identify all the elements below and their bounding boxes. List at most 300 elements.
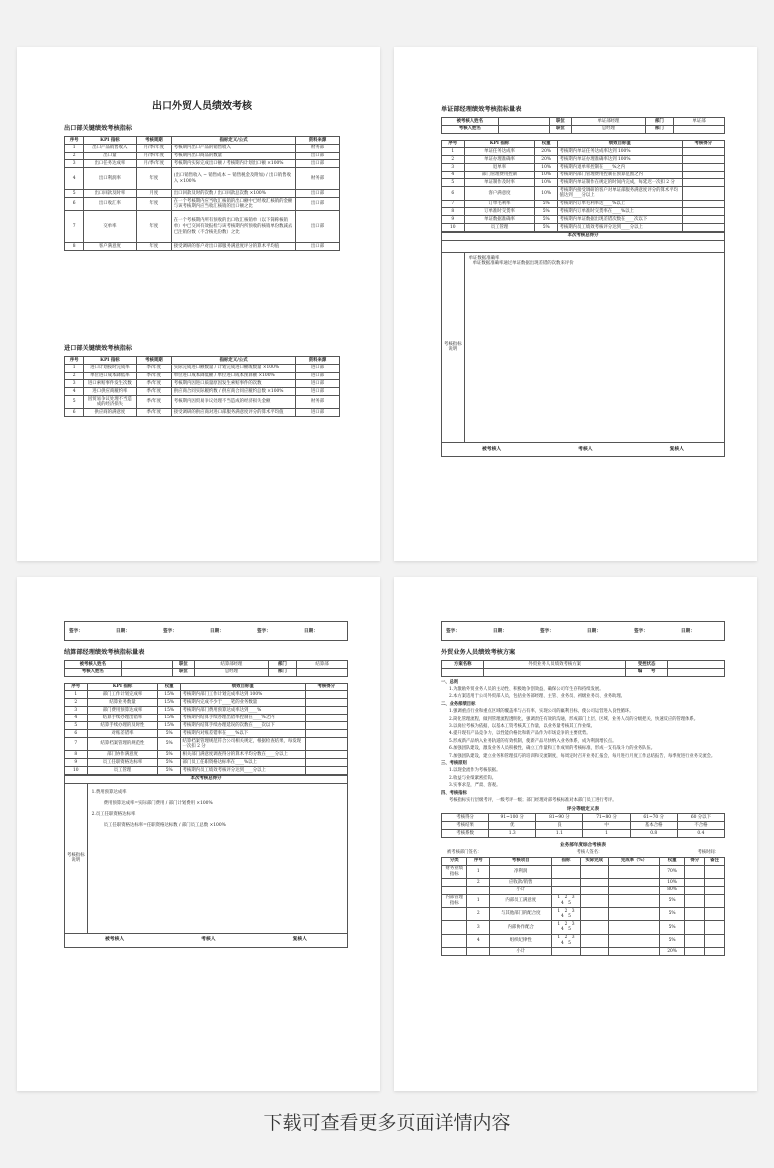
- column-header: 绩效目标值: [181, 683, 306, 691]
- table-row: [442, 223, 725, 231]
- table-cell: 5: [442, 179, 465, 187]
- table-row: [442, 814, 725, 822]
- table-cell: 进口部: [296, 380, 340, 388]
- table-cell: 2: [467, 878, 490, 886]
- table-cell: 8: [442, 208, 465, 216]
- table-cell: [608, 921, 659, 934]
- table-cell: 0.4: [677, 830, 724, 838]
- column-header: 分类: [442, 857, 467, 865]
- info-cell: [121, 668, 172, 676]
- table-cell: 退单率: [464, 163, 535, 171]
- note-formula: 员工任职资格达标率=任职资格达标数 / 部门员工总数 ×100%: [103, 822, 226, 828]
- table-row: [65, 691, 348, 699]
- table-row: [65, 144, 340, 152]
- table-cell: [682, 216, 724, 224]
- table-cell: [685, 894, 705, 907]
- note-line: 单证数据准确率通过单证数据出现差错的次数来评价: [472, 261, 574, 267]
- table-cell: 91~100 分: [489, 814, 536, 822]
- date-label: 日期：: [210, 629, 224, 634]
- table-cell: 在一个考核期内所有预收的出口收汇核销单（以下简称核销单）中已交回有效报检与该考核期内所预收的核销单份数减去已注销份数（不含核先份数）之比: [172, 211, 296, 243]
- table-cell: 考核期内实际完成出口额 / 考核期内计划出口额 ×100%: [172, 160, 296, 168]
- table-cell: 进口部: [296, 364, 340, 372]
- table-row: [65, 380, 340, 388]
- column-header: 备注: [705, 857, 725, 865]
- table-cell: [682, 200, 724, 208]
- table-row: [65, 730, 348, 738]
- table-row: [65, 372, 340, 380]
- info-cell: [121, 661, 172, 669]
- table-cell: 财务业绩指标: [442, 865, 467, 878]
- column-header: 指标定义/公式: [172, 357, 296, 365]
- date-label: 日期：: [116, 629, 130, 634]
- page-title: 结算部经理绩效考核指标量表: [64, 649, 145, 656]
- table-cell: 61~70 分: [630, 814, 677, 822]
- document-page-3: [17, 577, 380, 1091]
- table-row: [442, 894, 725, 907]
- sign-label: 签字：: [69, 629, 83, 634]
- table-cell: [685, 907, 705, 920]
- table-cell: 进口供应商履约率: [84, 388, 136, 396]
- info-table: [441, 117, 725, 134]
- meta-label: 考核时间：: [697, 849, 719, 855]
- table-cell: 部门管理费用控制: [464, 171, 535, 179]
- table-cell: 5%: [158, 751, 181, 759]
- table-cell: 70%: [659, 865, 684, 878]
- table-cell: 8: [65, 243, 84, 251]
- table-cell: 出口部: [296, 211, 340, 243]
- table-cell: 组织纪律性: [490, 934, 552, 947]
- paragraph: 6.加强团队建设，激发业务人员积极性，确立工作量和工作成果的考核标准，形成一支有战斗力的业务队伍。: [449, 746, 656, 752]
- table-cell: 内部协作配合: [490, 921, 552, 934]
- table-cell: 60 分以下: [677, 814, 724, 822]
- kpi-table: [441, 140, 725, 232]
- signature-label: 被考核人: [481, 445, 502, 452]
- table-row: [65, 409, 340, 417]
- plan-text: [441, 679, 725, 805]
- table-cell: 单证任务达成率: [464, 148, 535, 156]
- table-cell: 出口回款及时的次数 / 出口回款总次数 ×100%: [172, 190, 296, 198]
- table-cell: 结算档案管理的规范性: [87, 738, 158, 751]
- table-cell: 5: [65, 395, 84, 408]
- table-cell: 考核期内结算手续办理延误的次数在____次以下: [181, 722, 306, 730]
- table-cell: 10%: [535, 179, 558, 187]
- table-cell: 考核期内部门工作计划完成率达到 100%: [181, 691, 306, 699]
- table-cell: 4: [65, 388, 84, 396]
- column-header: 完成率（%）: [608, 857, 659, 865]
- date-label: 日期：: [681, 629, 695, 634]
- table-row: [65, 706, 348, 714]
- info-cell: 职位: [172, 661, 195, 669]
- table-cell: 考核期内因进口质量原因发生索赔事件的次数: [172, 380, 296, 388]
- table-cell: (出口销售收入 − 销售成本 − 销售税金及附加) / 出口销售收入 ×100%: [172, 168, 296, 190]
- table-cell: [682, 156, 724, 164]
- table-row: [442, 822, 725, 830]
- column-header: 绩效目标值: [558, 140, 683, 148]
- section-heading: 三、考核原则: [441, 761, 467, 767]
- column-header: 资料来源: [296, 137, 340, 145]
- info-table: [64, 660, 348, 677]
- table-cell: 1.1: [536, 830, 583, 838]
- table-cell: [442, 907, 467, 920]
- info-cell: [297, 668, 348, 676]
- column-header: KPI 指标: [464, 140, 535, 148]
- document-page-4: [394, 577, 757, 1091]
- table-cell: 出口部: [296, 160, 340, 168]
- table-cell: 6: [65, 197, 84, 210]
- table-cell: 1: [65, 144, 84, 152]
- table-cell: 考核期内对账差错率在____%以下: [181, 730, 306, 738]
- info-cell: 外贸业务人员绩效考核方案: [484, 661, 626, 669]
- table-row: [442, 878, 725, 886]
- table-cell: 20%: [535, 156, 558, 164]
- table-cell: 小计: [490, 948, 552, 956]
- table-cell: 单证办理准确率: [464, 156, 535, 164]
- table-cell: 接受调研的供应商对进口部服务满意度评分的算术平均值: [172, 409, 296, 417]
- table-cell: 出口产品销售收入: [84, 144, 136, 152]
- table-cell: [608, 878, 659, 886]
- table-cell: [682, 163, 724, 171]
- sign-label: 签字：: [540, 629, 554, 634]
- signature-label: 被考核人: [104, 936, 125, 943]
- info-cell: 部门: [645, 118, 673, 126]
- table-cell: 10: [442, 223, 465, 231]
- table-cell: 因贸易争议处理不当造成的经济损失: [84, 395, 136, 408]
- table-cell: 5%: [158, 730, 181, 738]
- table-cell: 在一个考核期内应当收汇核销的出口额中已经收汇核销的金额与该考核期内应当收汇核销的出口额之比: [172, 197, 296, 210]
- column-header: KPI 指标: [84, 357, 136, 365]
- table-cell: 考核结果: [442, 822, 489, 830]
- table-cell: [685, 865, 705, 878]
- table-cell: 出口收汇率: [84, 197, 136, 210]
- column-header: 序号: [467, 857, 490, 865]
- table-cell: [305, 766, 347, 774]
- table-row: [442, 907, 725, 920]
- column-header: 资料来源: [296, 357, 340, 365]
- grade-table: [441, 813, 725, 837]
- table-cell: 2: [467, 907, 490, 920]
- table-cell: 部门工作计划完成率: [87, 691, 158, 699]
- meta-label: 被考核部门签名：: [447, 849, 482, 855]
- column-header: 考核项目: [490, 857, 552, 865]
- column-header: 权重: [158, 683, 181, 691]
- table-cell: 良: [536, 822, 583, 830]
- table-cell: 15%: [158, 691, 181, 699]
- table-cell: 7: [442, 200, 465, 208]
- table-row: [442, 886, 725, 894]
- note-line: 1.费用预算达成率: [91, 789, 127, 795]
- table-cell: 7: [65, 738, 88, 751]
- table-cell: [305, 706, 347, 714]
- column-header: 权重: [535, 140, 558, 148]
- table-cell: 8: [65, 751, 88, 759]
- table-cell: 6: [65, 730, 88, 738]
- info-cell: [668, 668, 725, 676]
- table-cell: 结算手续办理出错率: [87, 714, 158, 722]
- table-row: [442, 163, 725, 171]
- table-cell: 3: [442, 163, 465, 171]
- table-cell: [685, 886, 705, 894]
- table-row: [442, 171, 725, 179]
- table-cell: [305, 714, 347, 722]
- table-cell: 结算档案管理规范符合公司相关规定，根据检查结果，每发现一次扣 2 分: [181, 738, 306, 751]
- table-cell: 员工管理: [464, 223, 535, 231]
- table-cell: 考核系数: [442, 830, 489, 838]
- info-cell: 单证部: [674, 118, 725, 126]
- note-line: 单证数据准确率: [468, 255, 500, 261]
- total-score-label: 本次考核总得分: [442, 232, 725, 240]
- table-cell: [705, 894, 725, 907]
- info-cell: 考核人姓名: [442, 125, 499, 133]
- table-cell: [705, 948, 725, 956]
- table-cell: 出口回款及时率: [84, 190, 136, 198]
- sign-label: 签字：: [634, 629, 648, 634]
- table-cell: [442, 886, 467, 894]
- table-cell: 出口量: [84, 152, 136, 160]
- table-cell: 实际完成进口额数量 / 计划完成进口额或数量 ×100%: [172, 364, 296, 372]
- paragraph: 1.以现金流作为考核依据。: [449, 768, 501, 774]
- table-cell: 进口索赔事件发生次数: [84, 380, 136, 388]
- table-cell: 内部员工满意度: [490, 894, 552, 907]
- info-cell: 被考核人姓名: [65, 661, 122, 669]
- table-cell: 考核期内部门管理费用控制在预算范围之内: [558, 171, 683, 179]
- table-cell: 进口部: [296, 372, 340, 380]
- export-kpi-table: [64, 136, 340, 251]
- section-heading: 四、考核指标: [441, 790, 467, 796]
- table-cell: 1 2 3 4 5: [552, 921, 580, 934]
- table-cell: 考核期内订单毛利率达____%以上: [558, 200, 683, 208]
- table-row: [65, 168, 340, 190]
- paragraph: 3.以岗位考核为依据，以基本工资考核其工作量，以业务量考核其工作业绩。: [449, 724, 595, 729]
- table-cell: 5: [65, 190, 84, 198]
- table-cell: 5%: [535, 223, 558, 231]
- table-cell: 1: [65, 364, 84, 372]
- download-more-banner[interactable]: 下载可查看更多页面详情内容: [263, 1112, 511, 1134]
- table-cell: 6: [65, 409, 84, 417]
- table-cell: [552, 865, 580, 878]
- table-cell: 应收款/销售: [490, 878, 552, 886]
- info-cell: 被考核人姓名: [442, 118, 499, 126]
- table-cell: 出口利润率: [84, 168, 136, 190]
- table-cell: [608, 894, 659, 907]
- table-cell: 出口部: [296, 243, 340, 251]
- info-cell: 总经理: [195, 668, 269, 676]
- table-cell: [608, 948, 659, 956]
- table-cell: 2: [442, 156, 465, 164]
- signature-label: 考核人: [578, 445, 593, 452]
- table-cell: 财务部: [296, 168, 340, 190]
- table-cell: 5%: [158, 738, 181, 751]
- table-cell: 进口计划按时完成率: [84, 364, 136, 372]
- table-cell: 进口部: [296, 388, 340, 396]
- table-cell: 季/年度: [136, 409, 172, 417]
- table-cell: [580, 934, 608, 947]
- table-cell: [682, 187, 724, 200]
- table-cell: 部门协作满意度: [87, 751, 158, 759]
- column-header: 实际完成: [580, 857, 608, 865]
- table-cell: 对账差错率: [87, 730, 158, 738]
- table-cell: 3: [467, 921, 490, 934]
- table-cell: 10%: [659, 878, 684, 886]
- info-cell: [498, 125, 549, 133]
- table-cell: 部门员工任职资格达标率在____%以上: [181, 759, 306, 767]
- table-cell: [305, 722, 347, 730]
- table-cell: [608, 865, 659, 878]
- annual-table-title: 业务部年度综合考核表: [560, 842, 606, 848]
- table-row: [442, 830, 725, 838]
- grade-table-title: 评分等级定义表: [566, 807, 600, 813]
- table-cell: 接受调研的客户对出口部服务满意度评分的算术平均值: [172, 243, 296, 251]
- note-formula: 费用预算达成率=实际部门费用 / 部门计划费用 ×100%: [103, 800, 213, 806]
- signature-label: 复核人: [669, 445, 684, 452]
- table-cell: 考核期内单证制作在规定的时间内完成，每延迟一次扣 2 分: [558, 179, 683, 187]
- info-cell: 结算部经理: [195, 661, 269, 669]
- sign-label: 签字：: [257, 629, 271, 634]
- table-row: [442, 948, 725, 956]
- paragraph: 2.收益与业绩紧密挂钩。: [449, 775, 497, 781]
- column-header: 权重: [659, 857, 684, 865]
- table-cell: 交单率: [84, 211, 136, 243]
- table-cell: 15%: [158, 706, 181, 714]
- table-cell: [705, 907, 725, 920]
- table-cell: 内部管理指标: [442, 894, 467, 907]
- table-cell: [305, 759, 347, 767]
- table-cell: 5%: [659, 921, 684, 934]
- table-cell: 供应商合同实际履约数 / 供应商合同应履约总数 ×100%: [172, 388, 296, 396]
- table-row: [442, 921, 725, 934]
- page-title: 外贸业务人员绩效考核方案: [441, 649, 516, 656]
- column-header: 序号: [65, 357, 84, 365]
- info-cell: 职位: [549, 118, 572, 126]
- table-cell: 5%: [158, 759, 181, 767]
- table-cell: 1.3: [489, 830, 536, 838]
- paragraph: 2.简化管理流程，做到管理流程透明化，强调责任有效的沟通，形成部门上层、区域、业务人员的分级把关、快速反应的管理体系。: [449, 716, 699, 722]
- table-row: [65, 766, 348, 774]
- table-cell: [685, 921, 705, 934]
- section-heading: 二、业务部绩目标: [441, 701, 476, 707]
- info-cell: 职位: [172, 668, 195, 676]
- column-header: 指标定义/公式: [172, 137, 296, 145]
- note-line: 2.员工任职资格达标率: [91, 811, 136, 817]
- table-cell: 1: [65, 691, 88, 699]
- plan-info-table: [441, 660, 725, 677]
- column-header: 序号: [442, 140, 465, 148]
- table-cell: 考核期内出口商品的数量: [172, 152, 296, 160]
- notes-table: [64, 775, 348, 948]
- table-cell: 1: [467, 894, 490, 907]
- paragraph: 3.实事求是，严肃、客观。: [449, 783, 501, 789]
- table-row: [65, 738, 348, 751]
- notes-label: 考核指标说明: [442, 252, 465, 442]
- table-cell: 1: [442, 148, 465, 156]
- column-header: 得分: [685, 857, 705, 865]
- table-row: [442, 208, 725, 216]
- table-cell: 考核期内员工绩效考核评分达到____分以上: [181, 766, 306, 774]
- annual-table: [441, 857, 725, 956]
- info-cell: [498, 118, 549, 126]
- table-cell: [580, 921, 608, 934]
- annual-meta: [441, 849, 725, 857]
- table-cell: 小计: [490, 886, 552, 894]
- table-cell: 出口部: [296, 197, 340, 210]
- signature-label: 考核人: [201, 936, 216, 943]
- section-heading: 一、总则: [441, 679, 459, 685]
- paragraph: 5.形成新产品纳入业务轨道的有效机制，使新产品尽快纳入业务体系，成为利润增长点。: [449, 738, 617, 744]
- table-row: [442, 934, 725, 947]
- table-cell: [685, 948, 705, 956]
- info-cell: 部门: [268, 661, 296, 669]
- column-header: 序号: [65, 683, 88, 691]
- table-cell: 4: [65, 714, 88, 722]
- table-cell: [608, 907, 659, 920]
- table-row: [442, 156, 725, 164]
- table-cell: 3: [65, 706, 88, 714]
- table-cell: 优: [489, 822, 536, 830]
- table-cell: 9: [442, 216, 465, 224]
- table-cell: 考核期内结算手续办理出错率控制在____%之内: [181, 714, 306, 722]
- info-cell: 考核人姓名: [65, 668, 122, 676]
- table-row: [65, 243, 340, 251]
- info-cell: 部门: [645, 125, 673, 133]
- table-cell: [580, 865, 608, 878]
- table-cell: 10%: [535, 163, 558, 171]
- table-cell: 7: [65, 211, 84, 243]
- table-cell: 考核期内单证数据出现差错次数在____次以下: [558, 216, 683, 224]
- table-cell: [442, 934, 467, 947]
- table-cell: [580, 894, 608, 907]
- total-score-label: 本次考核总得分: [65, 775, 348, 783]
- column-header: 指标: [552, 857, 580, 865]
- table-cell: 结算业务数量: [87, 699, 158, 707]
- table-cell: [467, 948, 490, 956]
- table-cell: 1: [467, 865, 490, 878]
- table-cell: 客户满意度: [464, 187, 535, 200]
- import-kpi-table: [64, 356, 340, 417]
- table-cell: 1: [583, 830, 630, 838]
- table-cell: [682, 148, 724, 156]
- table-cell: 考核期内订单准时交货率在____%以上: [558, 208, 683, 216]
- table-cell: 单位进口成本降低率: [84, 372, 136, 380]
- document-page-2: [394, 47, 757, 561]
- table-row: [65, 388, 340, 396]
- info-cell: 职位: [549, 125, 572, 133]
- date-label: 日期：: [493, 629, 507, 634]
- column-header: 考核周期: [136, 357, 172, 365]
- column-header: KPI 指标: [84, 137, 136, 145]
- table-cell: [580, 878, 608, 886]
- column-header: 考核得分: [305, 683, 347, 691]
- paragraph: 1.强调重点行业和重点区域的覆盖率与占有率，实现公司的赢利目标，使公司运营进入良性循环。: [449, 709, 634, 715]
- table-cell: 不合格: [677, 822, 724, 830]
- table-cell: 10%: [535, 171, 558, 179]
- table-cell: [305, 751, 347, 759]
- column-header: 考核得分: [682, 140, 724, 148]
- table-cell: 季/年度: [136, 380, 172, 388]
- info-cell: 总经理: [572, 125, 646, 133]
- table-cell: [305, 699, 347, 707]
- table-cell: [685, 934, 705, 947]
- table-cell: [305, 691, 347, 699]
- table-row: [65, 699, 348, 707]
- table-cell: 年度: [136, 197, 172, 210]
- table-cell: 与其他部门的配合度: [490, 907, 552, 920]
- notes-table: [441, 232, 725, 457]
- table-cell: 财务部: [296, 144, 340, 152]
- table-cell: 考核期内因贸易争议处理不当造成的经济损失金额: [172, 395, 296, 408]
- table-cell: 月/季/年度: [136, 144, 172, 152]
- table-cell: 供应商的满意度: [84, 409, 136, 417]
- table-cell: 出口任务达成率: [84, 160, 136, 168]
- paragraph: 2.本方案适用于公司外贸部人员，包括业务部经理、主管、业务员、初级业务员、业务助理。: [449, 694, 625, 700]
